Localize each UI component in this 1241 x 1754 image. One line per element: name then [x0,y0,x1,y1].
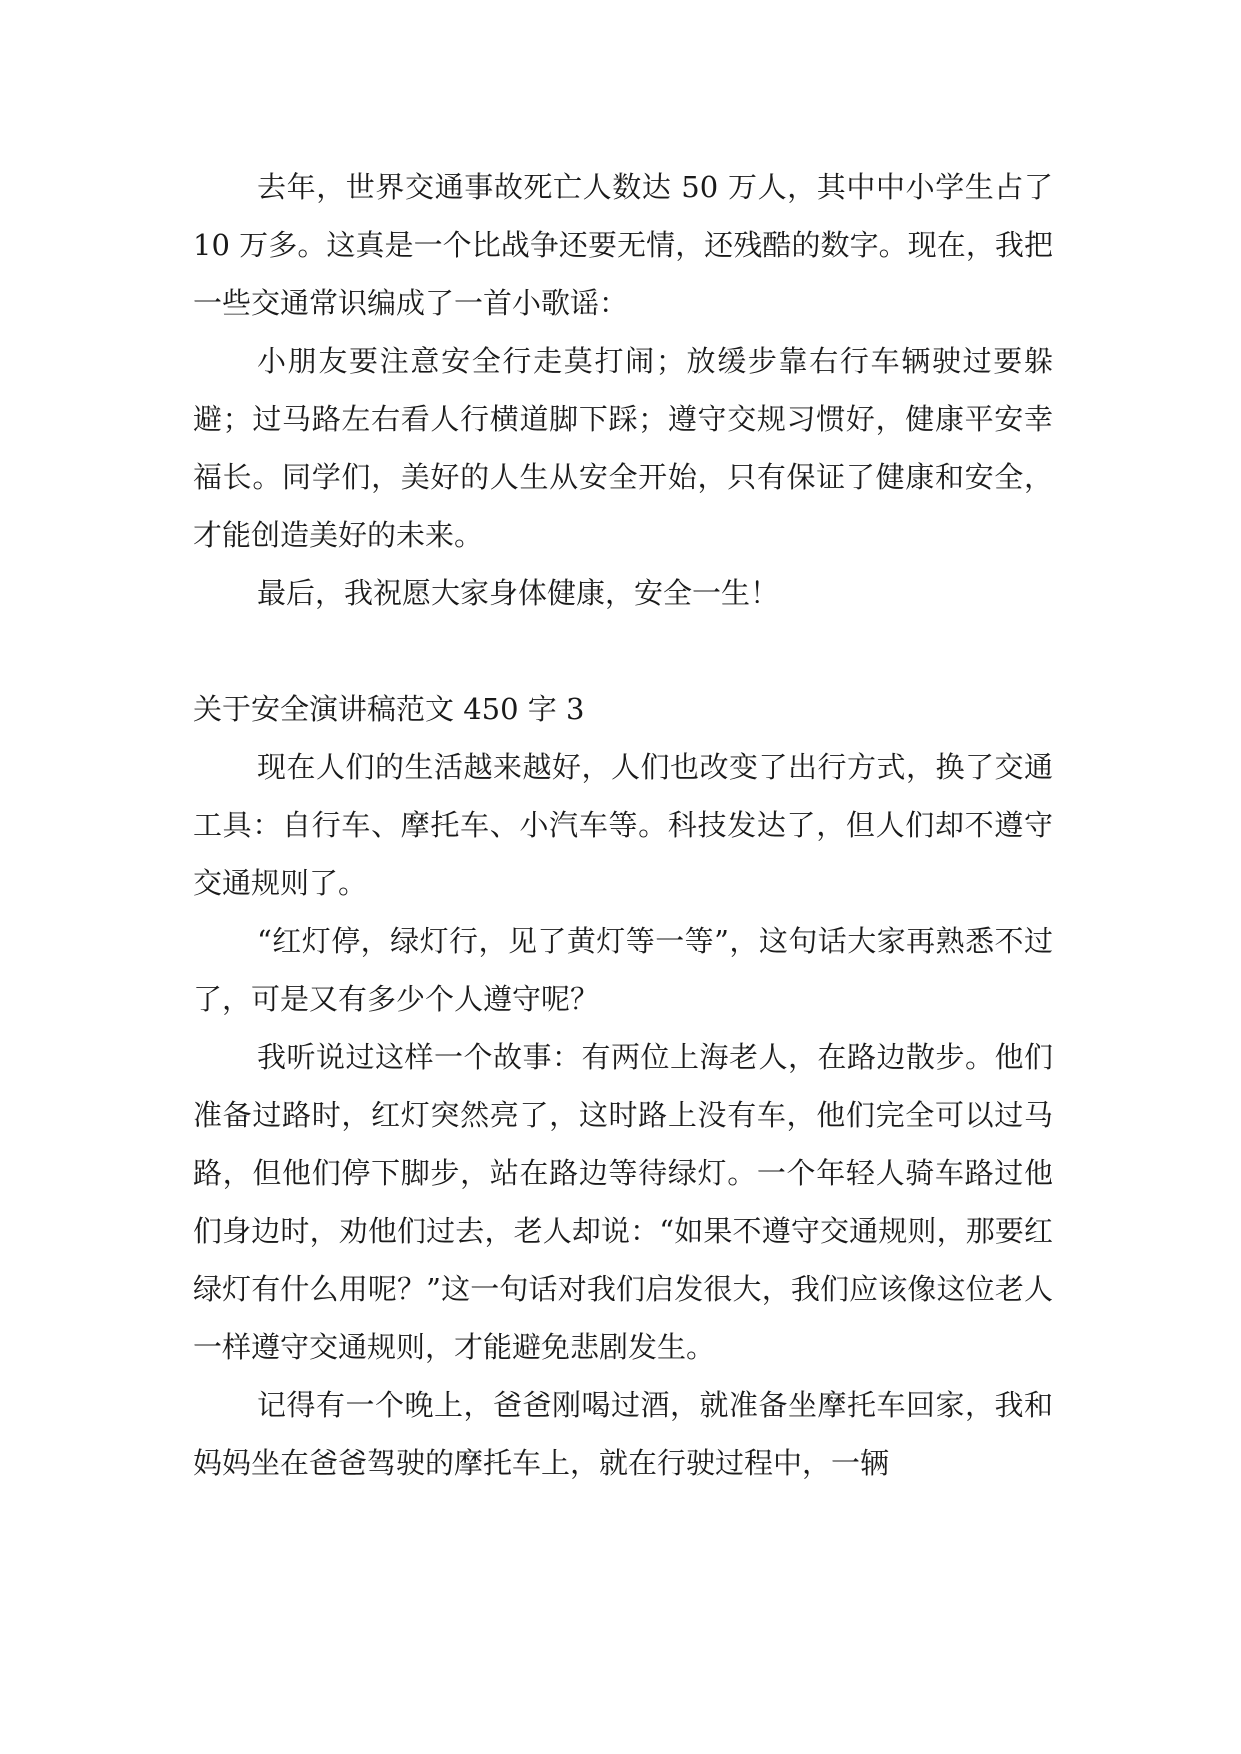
paragraph-shanghai-story: 我听说过这样一个故事：有两位上海老人，在路边散步。他们准备过路时，红灯突然亮了，这时路上没有车，他们完全可以过马路，但他们停下脚步，站在路边等待绿灯。一个年轻人骑车路过他们身边时，劝他们过去，老人却说：“如果不遵守交通规则，那要红绿灯有什么用呢？”这一句话对我们启发很大，我们应该像这位老人一样遵守交通规则，才能避免悲剧发生。 [193,1040,1053,1364]
paragraph-motorcycle-story: 记得有一个晚上，爸爸刚喝过酒，就准备坐摩托车回家，我和妈妈坐在爸爸驾驶的摩托车上，就在行驶过程中，一辆 [193,1388,1053,1480]
paragraph-traffic-statistics: 去年，世界交通事故死亡人数达 50 万人，其中中小学生占了 10 万多。这真是一个比战争还要无情，还残酷的数字。现在，我把一些交通常识编成了一首小歌谣： [193,170,1053,320]
paragraph-traffic-rhyme: “红灯停，绿灯行，见了黄灯等一等”，这句话大家再熟悉不过了，可是又有多少个人遵守呢？ [193,924,1053,1016]
section-heading: 关于安全演讲稿范文 450 字 3 [193,692,585,726]
document-body [193,158,1053,1492]
paragraph-modern-transport: 现在人们的生活越来越好，人们也改变了出行方式，换了交通工具：自行车、摩托车、小汽车等。科技发达了，但人们却不遵守交通规则了。 [193,750,1053,900]
paragraph-traffic-song: 小朋友要注意安全行走莫打闹；放缓步靠右行车辆驶过要躲避；过马路左右看人行横道脚下踩；遵守交规习惯好，健康平安幸福长。同学们，美好的人生从安全开始，只有保证了健康和安全，才能创造美好的未来。 [193,344,1053,552]
paragraph-closing-wish: 最后，我祝愿大家身体健康，安全一生！ [257,576,780,610]
